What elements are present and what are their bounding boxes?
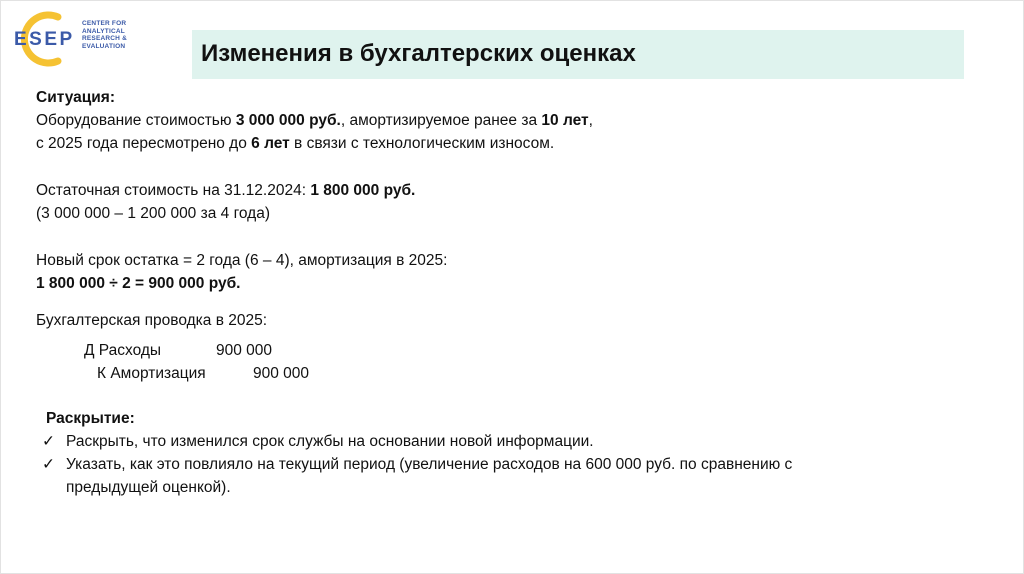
situation-heading: Ситуация: [36, 89, 115, 106]
page-title: Изменения в бухгалтерских оценках [201, 40, 636, 67]
debit-label: Д Расходы [84, 342, 162, 359]
logo-sub-line: CENTER FOR [82, 20, 127, 27]
title-bar [192, 30, 964, 79]
residual-value: 1 800 000 руб. [310, 182, 416, 199]
new-term: 6 лет [251, 135, 290, 152]
text-span: , амортизируемое ранее за [340, 112, 542, 129]
new-term-calc: 1 800 000 ÷ 2 = 900 000 руб. [36, 275, 241, 292]
logo-mark-text: ESEP [14, 29, 75, 50]
text-span: Остаточная стоимость на 31.12.2024: [36, 182, 311, 199]
logo-sub-line: EVALUATION [82, 42, 126, 50]
situation-line-2 [36, 133, 554, 154]
list-item-text: Раскрыть, что изменился срок службы на основании новой информации. [66, 433, 594, 450]
disclosure-heading: Раскрытие: [46, 410, 135, 427]
new-term-line-1: Новый срок остатка = 2 года (6 – 4), амортизация в 2025: [36, 252, 448, 269]
logo-subtitle [82, 20, 127, 50]
old-term: 10 лет [541, 112, 589, 129]
list-item-text: предыдущей оценкой). [66, 479, 231, 496]
residual-line-2: (3 000 000 – 1 200 000 за 4 года) [36, 205, 270, 222]
text-span: в связи с технологическим износом. [289, 135, 555, 152]
credit-label: К Амортизация [97, 365, 206, 382]
credit-amount: 900 000 [253, 365, 310, 382]
check-icon: ✓ [42, 433, 55, 450]
debit-amount: 900 000 [216, 342, 273, 359]
logo-sub-line: RESEARCH & [82, 35, 127, 42]
check-icon: ✓ [42, 456, 55, 473]
list-item-text: Указать, как это повлияло на текущий период (увеличение расходов на 600 000 руб. по сравнению с [66, 456, 793, 473]
text-span: Оборудование стоимостью [36, 112, 236, 129]
text-span: с 2025 года пересмотрено до [36, 135, 252, 152]
situation-line-1 [36, 110, 593, 131]
equipment-cost: 3 000 000 руб. [235, 112, 341, 129]
text-span: , [588, 112, 593, 129]
posting-heading: Бухгалтерская проводка в 2025: [36, 312, 268, 329]
logo-sub-line: ANALYTICAL [82, 27, 125, 35]
residual-line-1 [36, 180, 415, 201]
